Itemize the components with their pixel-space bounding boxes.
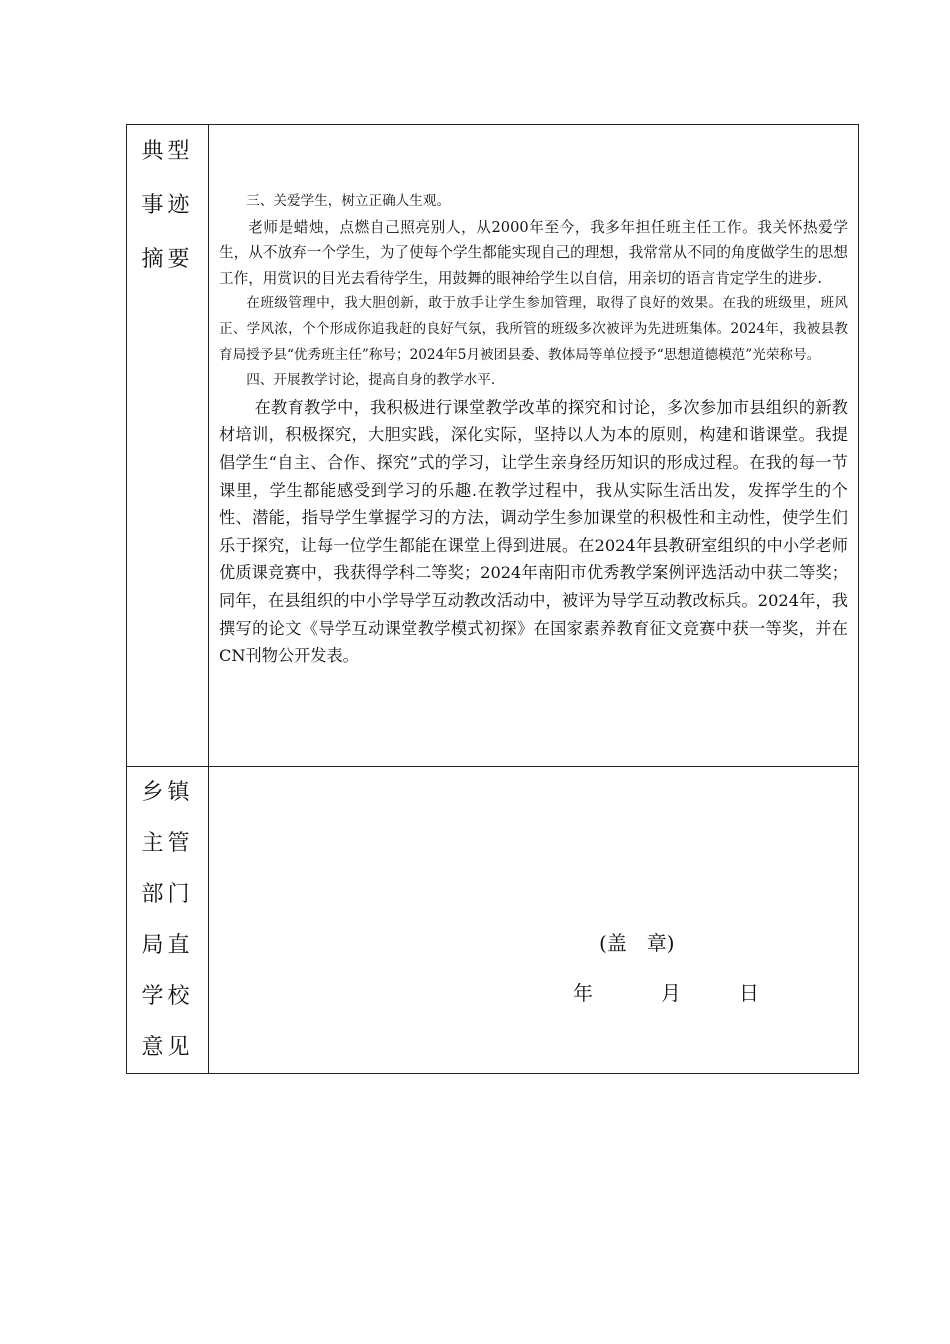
date-year: 年 xyxy=(573,981,593,1005)
deeds-content-cell xyxy=(209,125,859,767)
date-line xyxy=(573,977,759,1006)
opinion-label-line: 学校 xyxy=(141,984,194,1009)
seal-placeholder: (盖 章) xyxy=(599,931,675,955)
deeds-content xyxy=(209,125,858,670)
paragraph: 在班级管理中，我大胆创新，敢于放手让学生参加管理，取得了良好的效果。在我的班级里，班风正、学风浓，个个形成你追我赶的良好气氛，我所管的班级多次被评为先进班集体。2024年，我被县教育局授予县“优秀班主任”称号；2024年5月被团县委、教体局等单位授予“思想道德模范”光荣称号。 xyxy=(219,295,848,363)
form-table xyxy=(126,124,859,1074)
deeds-label-line: 摘要 xyxy=(141,247,194,272)
opinion-label-line: 主管 xyxy=(141,831,194,856)
opinion-label-line: 乡镇 xyxy=(141,780,194,805)
opinion-label-line: 意见 xyxy=(141,1035,194,1060)
paragraph: 老师是蜡烛，点燃自己照亮别人，从2000年至今，我多年担任班主任工作。我关怀热爱学生，从不放弃一个学生，为了使每个学生都能实现自己的理想，我常常从不同的角度做学生的思想工作，用赏识的目光去看待学生，用鼓舞的眼神给学生以自信，用亲切的语言肯定学生的进步. xyxy=(219,218,848,287)
paragraph: 在教育教学中，我积极进行课堂教学改革的探究和讨论，多次参加市县组织的新教材培训，积极探究，大胆实践，深化实际，坚持以人为本的原则，构建和谐课堂。我提倡学生“自主、合作、探究”式的学习，让学生亲身经历知识的形成过程。在我的每一节课里，学生都能感受到学习的乐趣.在教学过程中，我从实际生活出发，发挥学生的个性、潜能，指导学生掌握学习的方法，调动学生参加课堂的积极性和主动性，使学生们乐于探究，让每一位学生都能在课堂上得到进展。在2024年县教研室组织的中小学老师优质课竞赛中，我获得学科二等奖；2024年南阳市优秀教学案例评选活动中获二等奖；同年，在县组织的中小学导学互动教改活动中，被评为导学互动教改标兵。2024年，我撰写的论文《导学互动课堂教学模式初探》在国家素养教育征文竞赛中获一等奖，并在CN刊物公开发表。 xyxy=(219,397,848,666)
opinion-content-cell xyxy=(209,767,859,1074)
deeds-label-cell xyxy=(127,125,209,767)
section-heading: 四、开展教学讨论，提高自身的教学水平. xyxy=(246,372,496,389)
opinion-label-line: 部门 xyxy=(141,882,194,907)
opinion-row xyxy=(127,767,859,1074)
deeds-row xyxy=(127,125,859,767)
date-day: 日 xyxy=(739,981,759,1005)
opinion-area xyxy=(209,767,858,1064)
deeds-label-line: 典型 xyxy=(141,139,194,164)
opinion-label-line: 局直 xyxy=(141,933,194,958)
deeds-label-line: 事迹 xyxy=(141,193,194,218)
section-heading: 三、关爱学生，树立正确人生观。 xyxy=(246,193,451,209)
opinion-label-cell xyxy=(127,767,209,1074)
date-month: 月 xyxy=(661,981,681,1005)
